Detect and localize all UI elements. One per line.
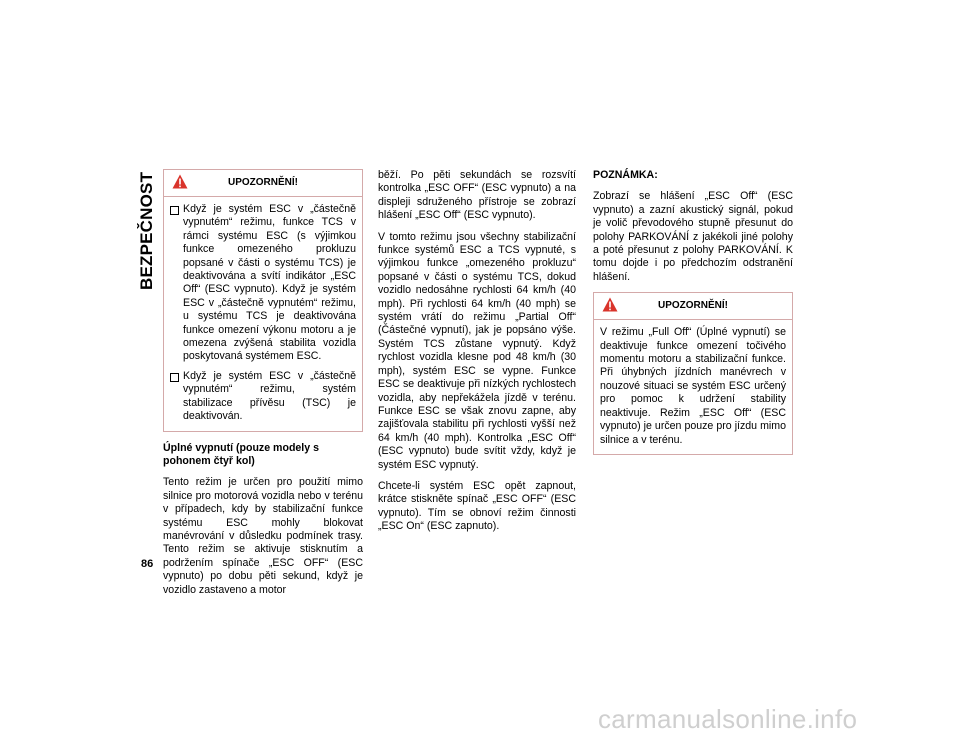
warning-header (594, 293, 792, 320)
warning-title: UPOZORNĚNÍ! (658, 300, 728, 312)
warning-item-text: Když je systém ESC v „částečně vypnutém“ režimu, funkce TCS v rámci systému ESC (s výjimkou funkce omezeného prokluzu popsané v části o systému TCS) je deaktivována a svítí indikátor „ESC Off“ (ESC vypnuto). Když je systém ESC v „částečně vypnutém“ režimu, u systému TCS je deaktivována funkce omezení výkonu motoru a je omezena zvýšená stabilita vozidla poskytovaná systémem ESC. (183, 203, 356, 363)
paragraph: V tomto režimu jsou všechny stabilizační funkce systémů ESC a TCS vypnuté, s výjimkou funkce „omezeného prokluzu“ popsané v části o systému TCS, dokud vozidlo nedosáhne rychlosti 64 km/h (40 mph). Při rychlosti 64 km/h (40 mph) se systém vrátí do režimu „Partial Off“ (Částečné vypnutí), jak je popsáno výše. Systém TCS zůstane vypnutý. Když rychlost vozidla klesne pod 48 km/h (30 mph), systém ESC se vypne. Funkce ESC se deaktivuje při nízkých rychlostech vozidla, aby nepřekážela jízdě v terénu. Funkce ESC se však znovu zapne, aby zajišťovala stabilitu při rychlosti vyšší než 64 km/h (40 mph). Kontrolka „ESC Off“ (ESC vypnuto) bude svítit vždy, když je systém ESC vypnutý. (378, 230, 576, 471)
section-title: BEZPEČNOST (137, 171, 156, 291)
warning-text: V režimu „Full Off“ (Úplné vypnutí) se deaktivuje funkce omezení točivého momentu motoru a stabilizační funkce. Při úhybných jízdních manévrech v nouzové situaci se systém ESC určený pro pomoc k udržení stability neaktivuje. Režim „ESC Off“ (ESC vypnuto) je určen pouze pro jízdu mimo silnice a v terénu. (600, 326, 786, 446)
warning-body (594, 320, 792, 454)
warning-header (164, 170, 362, 197)
watermark: carmanualsonline.info (598, 704, 858, 734)
warning-title: UPOZORNĚNÍ! (228, 177, 298, 188)
warning-item-text: Když je systém ESC v „částečně vypnutém“ režimu, systém stabilizace přívěsu (TSC) je deaktivován. (183, 369, 356, 423)
note-text: Zobrazí se hlášení „ESC Off“ (ESC vypnuto) a zazní akustický signál, pokud je volič převodového stupně přesunut do polohy PARKOVÁNÍ z jakékoli jiné polohy a poté přesunut z polohy PARKOVÁNÍ. K tomu dojde i po předchozím odstranění hlášení. (593, 190, 793, 283)
page-number: 86 (141, 558, 154, 570)
warning-body (164, 197, 362, 431)
warning-triangle-icon (602, 297, 618, 312)
warning-box (163, 169, 363, 432)
warning-box (593, 292, 793, 455)
subheading: Úplné vypnutí (pouze modely s pohonem čtyř kol) (163, 441, 319, 467)
paragraph: Chcete-li systém ESC opět zapnout, krátce stiskněte spínač „ESC OFF“ (ESC vypnuto). Tím se obnoví režim činnosti „ESC On“ (ESC zapnuto). (378, 479, 576, 533)
paragraph: běží. Po pěti sekundách se rozsvítí kontrolka „ESC OFF“ (ESC vypnuto) a na displeji sdruženého přístroje se zobrazí hlášení „ESC Off“ (ESC vypnuto). (378, 169, 576, 222)
note-title: POZNÁMKA: (593, 169, 658, 181)
warning-list-item (170, 370, 356, 424)
warning-triangle-icon (172, 174, 188, 189)
column-right (593, 169, 793, 465)
column-middle (378, 169, 576, 542)
column-left (163, 169, 363, 605)
square-bullet-icon (170, 373, 179, 382)
square-bullet-icon (170, 206, 179, 215)
paragraph: Tento režim je určen pro použití mimo silnice pro motorová vozidla nebo v terénu v případech, kdy by stabilizační funkce systému ESC mohly blokovat manévrování v důsledku podmínek trasy. Tento režim se aktivuje stisknutím a podržením spínače „ESC OFF“ (ESC vypnuto) po dobu pěti sekund, když je vozidlo zastaveno a motor (163, 476, 363, 596)
warning-list-item (170, 203, 356, 364)
